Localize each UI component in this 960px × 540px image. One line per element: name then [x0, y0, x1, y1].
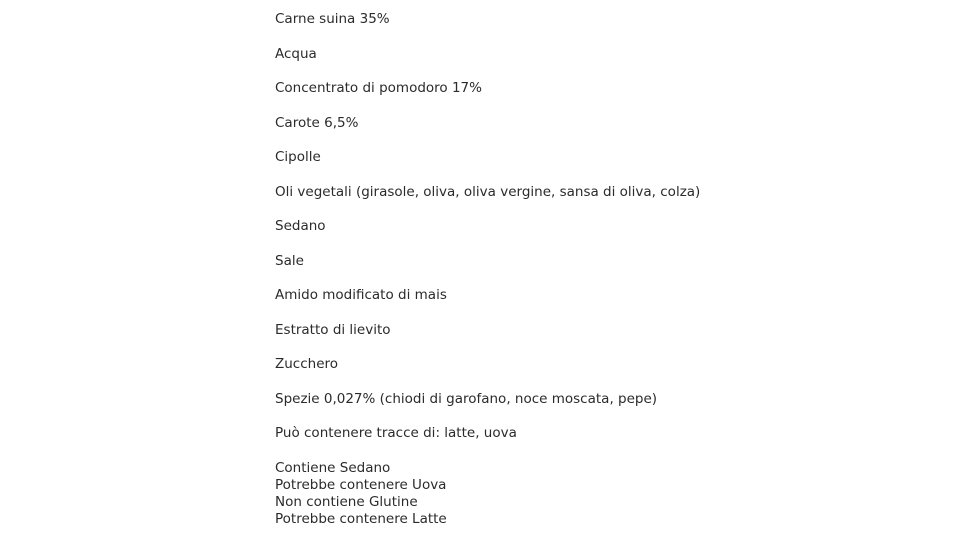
ingredient-item: Estratto di lievito — [275, 321, 391, 338]
ingredient-item: Sedano — [275, 218, 326, 234]
allergen-item: Non contiene Glutine — [275, 494, 418, 510]
allergen-item: Potrebbe contenere Latte — [275, 511, 447, 528]
ingredient-item: Acqua — [275, 45, 317, 62]
allergen-item: Potrebbe contenere Uova — [275, 476, 447, 493]
trace-warning: Può contenere tracce di: latte, uova — [275, 425, 517, 441]
ingredients-list — [275, 11, 875, 460]
ingredient-item: Oli vegetali (girasole, oliva, oliva vergine, sansa di oliva, colza) — [275, 183, 701, 200]
allergen-list — [275, 460, 447, 529]
allergen-item: Contiene Sedano — [275, 459, 391, 476]
ingredient-item: Cipolle — [275, 149, 321, 165]
ingredient-item: Carote 6,5% — [275, 114, 359, 131]
ingredient-item: Zucchero — [275, 356, 339, 372]
ingredient-item: Concentrato di pomodoro 17% — [275, 80, 482, 96]
ingredient-item: Spezie 0,027% (chiodi di garofano, noce moscata, pepe) — [275, 390, 658, 407]
ingredient-item: Sale — [275, 252, 304, 269]
ingredient-item: Amido modificato di mais — [275, 287, 447, 303]
ingredient-item: Carne suina 35% — [275, 11, 390, 27]
